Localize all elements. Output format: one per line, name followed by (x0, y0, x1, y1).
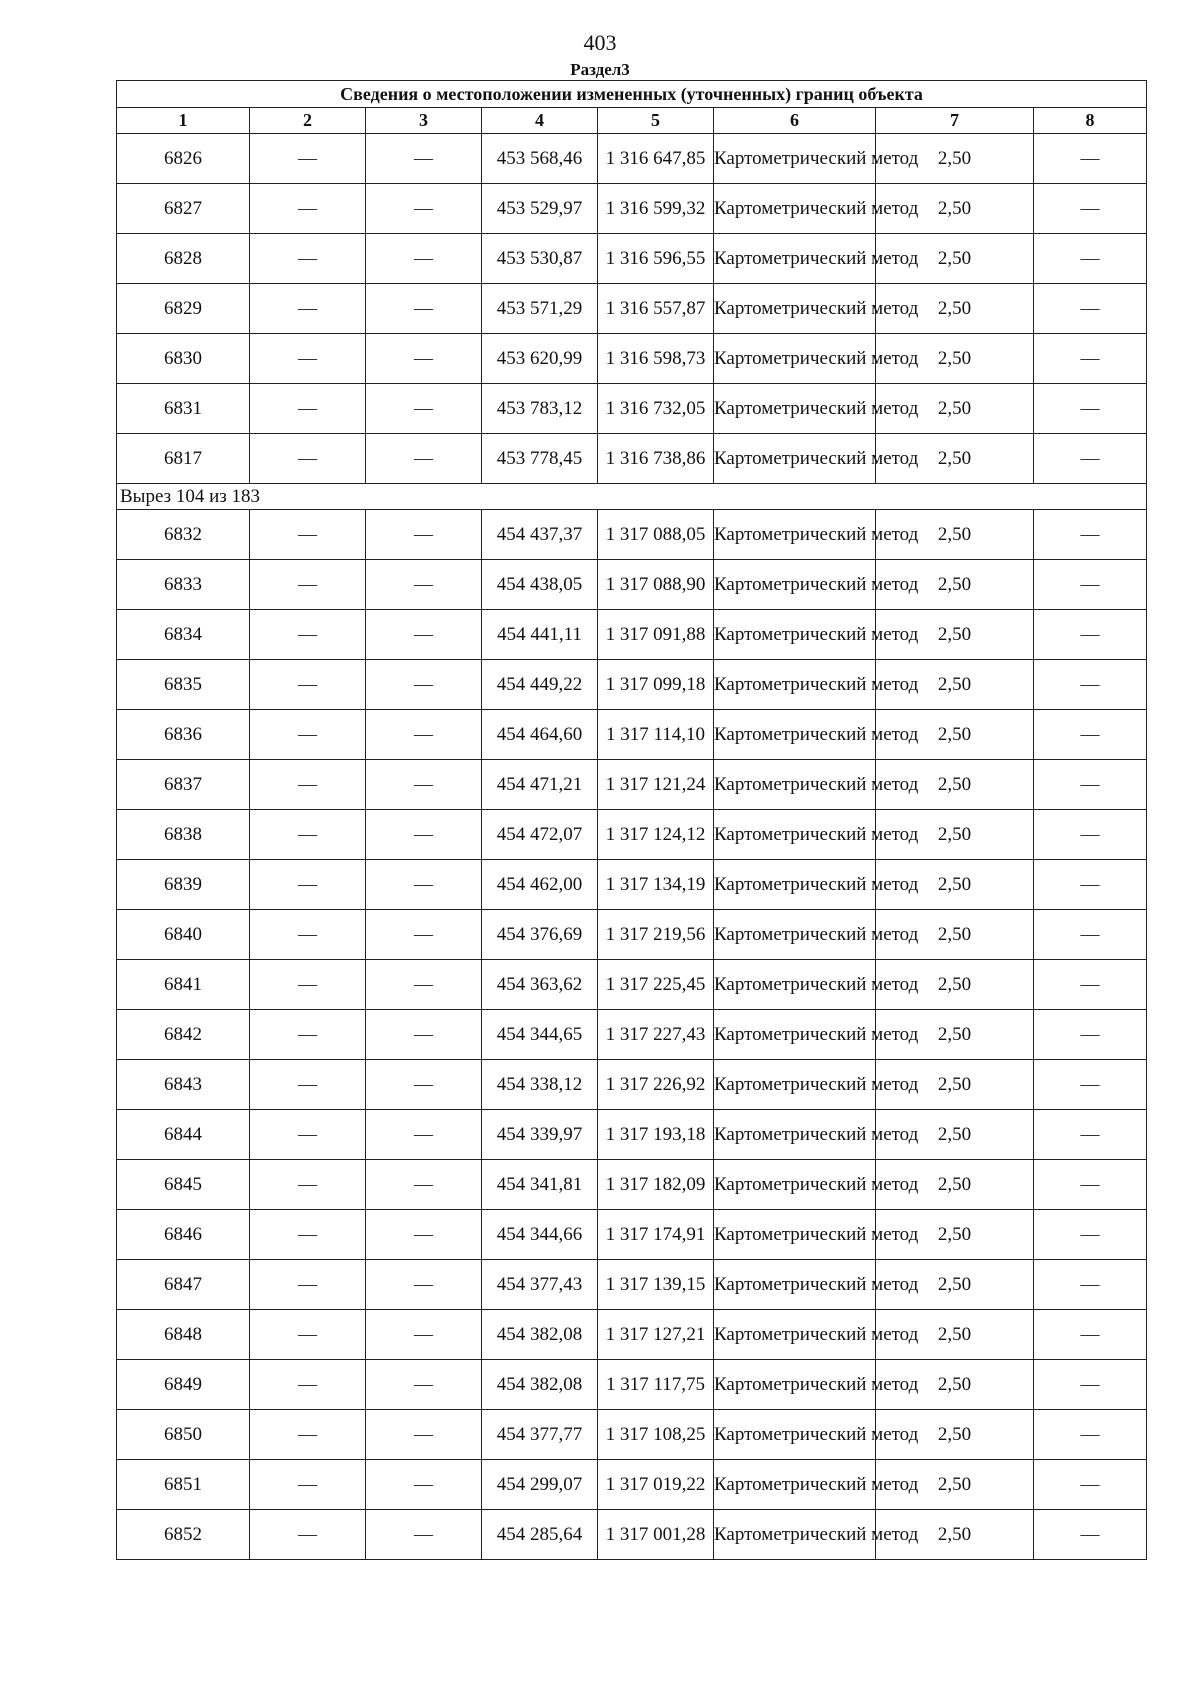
table-row (117, 1310, 1147, 1360)
cell-col2: — (250, 1010, 366, 1060)
cell-col2: — (250, 1510, 366, 1560)
coordinate-y: 1 317 127,21 (598, 1310, 714, 1360)
point-number: 6830 (117, 334, 250, 384)
coordinate-x: 454 285,64 (482, 1510, 598, 1560)
column-number: 3 (366, 108, 482, 134)
cell-col8: — (1034, 1510, 1147, 1560)
method: Картометрический метод (714, 1110, 876, 1160)
coordinate-x: 454 471,21 (482, 760, 598, 810)
cell-col8: — (1034, 1410, 1147, 1460)
precision: 2,50 (876, 1310, 1034, 1360)
point-number: 6850 (117, 1410, 250, 1460)
cell-col3: — (366, 1160, 482, 1210)
cell-col8: — (1034, 810, 1147, 860)
method: Картометрический метод (714, 1460, 876, 1510)
precision: 2,50 (876, 334, 1034, 384)
coordinate-x: 454 437,37 (482, 510, 598, 560)
point-number: 6844 (117, 1110, 250, 1160)
coordinate-y: 1 317 124,12 (598, 810, 714, 860)
cell-col2: — (250, 1110, 366, 1160)
coordinate-x: 454 462,00 (482, 860, 598, 910)
point-number: 6849 (117, 1360, 250, 1410)
precision: 2,50 (876, 134, 1034, 184)
cell-col8: — (1034, 1360, 1147, 1410)
coordinate-y: 1 317 117,75 (598, 1360, 714, 1410)
cell-col2: — (250, 1210, 366, 1260)
coordinate-y: 1 317 193,18 (598, 1110, 714, 1160)
cell-col8: — (1034, 334, 1147, 384)
coordinate-y: 1 317 182,09 (598, 1160, 714, 1210)
coordinates-table (116, 80, 1147, 1560)
cell-col8: — (1034, 384, 1147, 434)
coordinate-y: 1 317 226,92 (598, 1060, 714, 1110)
table-row (117, 1360, 1147, 1410)
cell-col2: — (250, 434, 366, 484)
cell-col8: — (1034, 1460, 1147, 1510)
method: Картометрический метод (714, 1410, 876, 1460)
coordinate-x: 454 377,77 (482, 1410, 598, 1460)
table-row (117, 710, 1147, 760)
method: Картометрический метод (714, 234, 876, 284)
cell-col8: — (1034, 910, 1147, 960)
coordinate-y: 1 316 647,85 (598, 134, 714, 184)
coordinate-x: 454 341,81 (482, 1160, 598, 1210)
method: Картометрический метод (714, 1510, 876, 1560)
cell-col3: — (366, 184, 482, 234)
point-number: 6831 (117, 384, 250, 434)
point-number: 6826 (117, 134, 250, 184)
cell-col2: — (250, 134, 366, 184)
cell-col2: — (250, 384, 366, 434)
coordinate-y: 1 316 599,32 (598, 184, 714, 234)
coordinate-x: 454 299,07 (482, 1460, 598, 1510)
cell-col3: — (366, 510, 482, 560)
cell-col3: — (366, 1460, 482, 1510)
precision: 2,50 (876, 284, 1034, 334)
coordinate-y: 1 317 227,43 (598, 1010, 714, 1060)
method: Картометрический метод (714, 860, 876, 910)
cell-col2: — (250, 960, 366, 1010)
point-number: 6840 (117, 910, 250, 960)
point-number: 6832 (117, 510, 250, 560)
cell-col3: — (366, 1510, 482, 1560)
column-number: 7 (876, 108, 1034, 134)
table-row (117, 760, 1147, 810)
cell-col3: — (366, 910, 482, 960)
cell-col8: — (1034, 1210, 1147, 1260)
point-number: 6848 (117, 1310, 250, 1360)
coordinate-x: 454 339,97 (482, 1110, 598, 1160)
precision: 2,50 (876, 810, 1034, 860)
coordinate-x: 454 344,65 (482, 1010, 598, 1060)
precision: 2,50 (876, 1160, 1034, 1210)
method: Картометрический метод (714, 334, 876, 384)
coordinate-x: 454 382,08 (482, 1310, 598, 1360)
coordinate-x: 453 783,12 (482, 384, 598, 434)
point-number: 6839 (117, 860, 250, 910)
section-label: Раздел3 (570, 60, 630, 79)
cell-col8: — (1034, 1060, 1147, 1110)
coordinate-x: 454 377,43 (482, 1260, 598, 1310)
cell-col8: — (1034, 284, 1147, 334)
cell-col3: — (366, 660, 482, 710)
cell-col8: — (1034, 660, 1147, 710)
cell-col8: — (1034, 234, 1147, 284)
cell-col2: — (250, 184, 366, 234)
precision: 2,50 (876, 510, 1034, 560)
point-number: 6843 (117, 1060, 250, 1110)
method: Картометрический метод (714, 1010, 876, 1060)
coordinate-y: 1 316 557,87 (598, 284, 714, 334)
coordinate-y: 1 317 019,22 (598, 1460, 714, 1510)
precision: 2,50 (876, 234, 1034, 284)
coordinate-y: 1 317 219,56 (598, 910, 714, 960)
method: Картометрический метод (714, 710, 876, 760)
method: Картометрический метод (714, 284, 876, 334)
coordinate-y: 1 317 091,88 (598, 610, 714, 660)
cell-col3: — (366, 1210, 482, 1260)
cell-col2: — (250, 1160, 366, 1210)
point-number: 6847 (117, 1260, 250, 1310)
cell-col2: — (250, 1260, 366, 1310)
table-row (117, 560, 1147, 610)
precision: 2,50 (876, 1360, 1034, 1410)
coordinate-x: 453 529,97 (482, 184, 598, 234)
cell-col2: — (250, 1360, 366, 1410)
table-row (117, 1460, 1147, 1510)
precision: 2,50 (876, 434, 1034, 484)
cell-col3: — (366, 384, 482, 434)
table-row (117, 1510, 1147, 1560)
table-row (117, 134, 1147, 184)
cell-col3: — (366, 1260, 482, 1310)
precision: 2,50 (876, 1110, 1034, 1160)
cell-col3: — (366, 284, 482, 334)
table-row (117, 1410, 1147, 1460)
coordinate-x: 454 376,69 (482, 910, 598, 960)
precision: 2,50 (876, 1460, 1034, 1510)
method: Картометрический метод (714, 1160, 876, 1210)
table-caption: Сведения о местоположении измененных (уточненных) границ объекта (117, 81, 1147, 108)
table-row (117, 284, 1147, 334)
point-number: 6827 (117, 184, 250, 234)
coordinate-y: 1 317 134,19 (598, 860, 714, 910)
point-number: 6833 (117, 560, 250, 610)
cell-col8: — (1034, 184, 1147, 234)
coordinate-x: 453 530,87 (482, 234, 598, 284)
cell-col2: — (250, 1410, 366, 1460)
cell-col3: — (366, 1060, 482, 1110)
precision: 2,50 (876, 710, 1034, 760)
cell-col3: — (366, 234, 482, 284)
column-numbers-row (117, 108, 1147, 134)
cell-col8: — (1034, 1160, 1147, 1210)
cutout-row (117, 484, 1147, 510)
column-number: 6 (714, 108, 876, 134)
cell-col3: — (366, 760, 482, 810)
cell-col8: — (1034, 710, 1147, 760)
cell-col3: — (366, 960, 482, 1010)
table-row (117, 1060, 1147, 1110)
coordinate-y: 1 317 099,18 (598, 660, 714, 710)
table-row (117, 860, 1147, 910)
coordinate-x: 454 438,05 (482, 560, 598, 610)
method: Картометрический метод (714, 1360, 876, 1410)
method: Картометрический метод (714, 760, 876, 810)
cell-col8: — (1034, 510, 1147, 560)
coordinate-y: 1 317 108,25 (598, 1410, 714, 1460)
cell-col2: — (250, 1460, 366, 1510)
coordinate-y: 1 317 225,45 (598, 960, 714, 1010)
cell-col8: — (1034, 434, 1147, 484)
coordinate-y: 1 316 732,05 (598, 384, 714, 434)
cell-col2: — (250, 610, 366, 660)
precision: 2,50 (876, 184, 1034, 234)
point-number: 6851 (117, 1460, 250, 1510)
cell-col3: — (366, 610, 482, 660)
point-number: 6837 (117, 760, 250, 810)
coordinate-x: 454 449,22 (482, 660, 598, 710)
coordinate-x: 454 344,66 (482, 1210, 598, 1260)
cell-col3: — (366, 334, 482, 384)
column-number: 5 (598, 108, 714, 134)
column-number: 4 (482, 108, 598, 134)
method: Картометрический метод (714, 1210, 876, 1260)
coordinate-y: 1 317 114,10 (598, 710, 714, 760)
cell-col2: — (250, 760, 366, 810)
table-row (117, 384, 1147, 434)
coordinate-x: 453 620,99 (482, 334, 598, 384)
coordinate-y: 1 317 174,91 (598, 1210, 714, 1260)
table-row (117, 910, 1147, 960)
precision: 2,50 (876, 660, 1034, 710)
cell-col2: — (250, 860, 366, 910)
precision: 2,50 (876, 760, 1034, 810)
cell-col2: — (250, 660, 366, 710)
cell-col8: — (1034, 1010, 1147, 1060)
method: Картометрический метод (714, 1060, 876, 1110)
point-number: 6842 (117, 1010, 250, 1060)
coordinate-y: 1 317 121,24 (598, 760, 714, 810)
table-row (117, 810, 1147, 860)
cell-col3: — (366, 134, 482, 184)
method: Картометрический метод (714, 384, 876, 434)
cell-col2: — (250, 710, 366, 760)
table-row (117, 184, 1147, 234)
point-number: 6834 (117, 610, 250, 660)
method: Картометрический метод (714, 1310, 876, 1360)
table-row (117, 434, 1147, 484)
point-number: 6828 (117, 234, 250, 284)
cell-col2: — (250, 234, 366, 284)
cell-col3: — (366, 1410, 482, 1460)
cell-col8: — (1034, 610, 1147, 660)
point-number: 6829 (117, 284, 250, 334)
cell-col2: — (250, 910, 366, 960)
cell-col3: — (366, 1110, 482, 1160)
method: Картометрический метод (714, 134, 876, 184)
coordinate-y: 1 316 596,55 (598, 234, 714, 284)
point-number: 6846 (117, 1210, 250, 1260)
cell-col8: — (1034, 760, 1147, 810)
precision: 2,50 (876, 860, 1034, 910)
cell-col3: — (366, 710, 482, 760)
precision: 2,50 (876, 1410, 1034, 1460)
method: Картометрический метод (714, 810, 876, 860)
table-body (117, 81, 1147, 1560)
cell-col3: — (366, 1360, 482, 1410)
point-number: 6852 (117, 1510, 250, 1560)
table-row (117, 610, 1147, 660)
cell-col2: — (250, 560, 366, 610)
table-row (117, 234, 1147, 284)
coordinate-y: 1 316 598,73 (598, 334, 714, 384)
cell-col3: — (366, 810, 482, 860)
coordinate-y: 1 316 738,86 (598, 434, 714, 484)
cell-col2: — (250, 510, 366, 560)
method: Картометрический метод (714, 184, 876, 234)
point-number: 6841 (117, 960, 250, 1010)
precision: 2,50 (876, 1510, 1034, 1560)
coordinate-y: 1 317 088,90 (598, 560, 714, 610)
cell-col2: — (250, 334, 366, 384)
cell-col2: — (250, 1060, 366, 1110)
page-number: 403 (583, 30, 617, 55)
method: Картометрический метод (714, 510, 876, 560)
table-row (117, 1210, 1147, 1260)
coordinate-x: 454 338,12 (482, 1060, 598, 1110)
table-row (117, 960, 1147, 1010)
point-number: 6835 (117, 660, 250, 710)
method: Картометрический метод (714, 1260, 876, 1310)
precision: 2,50 (876, 1260, 1034, 1310)
coordinate-x: 454 363,62 (482, 960, 598, 1010)
precision: 2,50 (876, 1060, 1034, 1110)
precision: 2,50 (876, 560, 1034, 610)
cell-col8: — (1034, 1310, 1147, 1360)
precision: 2,50 (876, 1210, 1034, 1260)
table-row (117, 1260, 1147, 1310)
column-number: 1 (117, 108, 250, 134)
cell-col8: — (1034, 1110, 1147, 1160)
precision: 2,50 (876, 610, 1034, 660)
point-number: 6845 (117, 1160, 250, 1210)
point-number: 6836 (117, 710, 250, 760)
coordinate-x: 453 778,45 (482, 434, 598, 484)
precision: 2,50 (876, 1010, 1034, 1060)
column-number: 8 (1034, 108, 1147, 134)
cell-col3: — (366, 434, 482, 484)
coordinate-x: 454 464,60 (482, 710, 598, 760)
method: Картометрический метод (714, 434, 876, 484)
coordinate-y: 1 317 139,15 (598, 1260, 714, 1310)
precision: 2,50 (876, 384, 1034, 434)
cell-col8: — (1034, 134, 1147, 184)
method: Картометрический метод (714, 960, 876, 1010)
cell-col2: — (250, 810, 366, 860)
cell-col3: — (366, 1010, 482, 1060)
precision: 2,50 (876, 910, 1034, 960)
precision: 2,50 (876, 960, 1034, 1010)
coordinate-x: 454 441,11 (482, 610, 598, 660)
cell-col8: — (1034, 1260, 1147, 1310)
column-number: 2 (250, 108, 366, 134)
coordinate-y: 1 317 001,28 (598, 1510, 714, 1560)
table-row (117, 1010, 1147, 1060)
cell-col8: — (1034, 560, 1147, 610)
method: Картометрический метод (714, 660, 876, 710)
coordinate-x: 453 571,29 (482, 284, 598, 334)
cell-col2: — (250, 1310, 366, 1360)
method: Картометрический метод (714, 910, 876, 960)
cell-col3: — (366, 860, 482, 910)
cell-col2: — (250, 284, 366, 334)
table-row (117, 1110, 1147, 1160)
cell-col8: — (1034, 860, 1147, 910)
point-number: 6817 (117, 434, 250, 484)
table-row (117, 334, 1147, 384)
table-caption-row (117, 81, 1147, 108)
coordinate-x: 454 472,07 (482, 810, 598, 860)
cell-col3: — (366, 1310, 482, 1360)
method: Картометрический метод (714, 560, 876, 610)
cutout-label: Вырез 104 из 183 (117, 484, 1147, 510)
coordinate-x: 454 382,08 (482, 1360, 598, 1410)
point-number: 6838 (117, 810, 250, 860)
coordinate-x: 453 568,46 (482, 134, 598, 184)
coordinate-y: 1 317 088,05 (598, 510, 714, 560)
cell-col3: — (366, 560, 482, 610)
table-row (117, 1160, 1147, 1210)
method: Картометрический метод (714, 610, 876, 660)
cell-col8: — (1034, 960, 1147, 1010)
table-row (117, 660, 1147, 710)
table-row (117, 510, 1147, 560)
